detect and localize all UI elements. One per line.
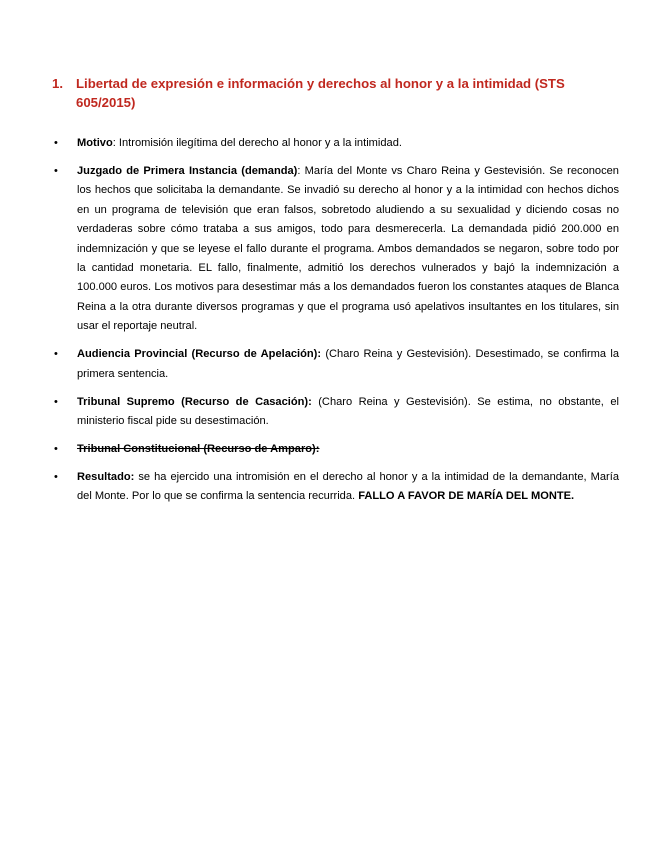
item-text: se ha ejercido una intromisión en el derecho al honor y a la intimidad de la demandante, María del Monte. Por lo que se confirma la sentencia recurrida. bbox=[77, 471, 619, 503]
bullet-icon: • bbox=[54, 137, 58, 149]
item-label: Audiencia Provincial (Recurso de Apelación): bbox=[77, 348, 322, 361]
item-label: Tribunal Supremo (Recurso de Casación): bbox=[77, 395, 312, 408]
bullet-icon: • bbox=[54, 471, 58, 484]
list-item-audiencia bbox=[54, 345, 619, 384]
item-label: Juzgado de Primera Instancia (demanda) bbox=[77, 165, 298, 177]
item-label: Motivo bbox=[77, 137, 113, 149]
verdict-emphasis: FALLO A FAVOR DE MARÍA DEL MONTE. bbox=[358, 490, 575, 503]
list-item-supremo bbox=[54, 393, 619, 432]
item-label: Tribunal Constitucional (Recurso de Amparo): bbox=[77, 443, 320, 456]
bullet-icon: • bbox=[54, 395, 58, 408]
list-item-juzgado bbox=[54, 162, 619, 337]
section-number: 1. bbox=[52, 76, 63, 91]
list-item-motivo bbox=[54, 134, 619, 153]
bullet-icon: • bbox=[54, 348, 58, 361]
item-text: (Charo Reina y Gestevisión). Se estima, no obstante, el ministerio fiscal pide su desestimación. bbox=[77, 395, 619, 428]
bullet-icon: • bbox=[54, 165, 58, 177]
list-item-constitucional bbox=[54, 440, 619, 459]
section-title: Libertad de expresión e información y derechos al honor y a la intimidad (STS 605/2015) bbox=[76, 76, 565, 110]
case-summary-list bbox=[54, 134, 619, 515]
item-text: (Charo Reina y Gestevisión). Desestimado, se confirma la primera sentencia. bbox=[77, 348, 619, 380]
item-text: : Intromisión ilegítima del derecho al honor y a la intimidad. bbox=[112, 137, 402, 149]
bullet-icon: • bbox=[54, 443, 58, 456]
item-label: Resultado: bbox=[77, 471, 135, 484]
list-item-resultado bbox=[54, 468, 619, 507]
section-heading bbox=[52, 74, 592, 112]
item-text: : María del Monte vs Charo Reina y Gestevisión. Se reconocen los hechos que solicitaba la demandante. Se invadió su derecho al honor y a la intimidad con hechos dichos en un programa de televisión que eran falsos, sobretodo aludiendo a su sexualidad y diciendo cosas no verdaderas sobre cómo trataba a sus amigos, todo para desmerecerla. La demandada pidió 200.000 en indemnización y que se leyese el fallo durante el programa. Ambos demandados se negaron, sobre todo por la cantidad monetaria. EL fallo, finalmente, admitió los derechos vulnerados y bajó la indemnización a 100.000 euros. Los motivos para desestimar más a los demandados fueron los constantes ataques de Blanca Reina a la otra durante diversos programas y que el programa usó apelativos insultantes en los titulares, sin usar el reportaje neutral. bbox=[77, 165, 619, 333]
